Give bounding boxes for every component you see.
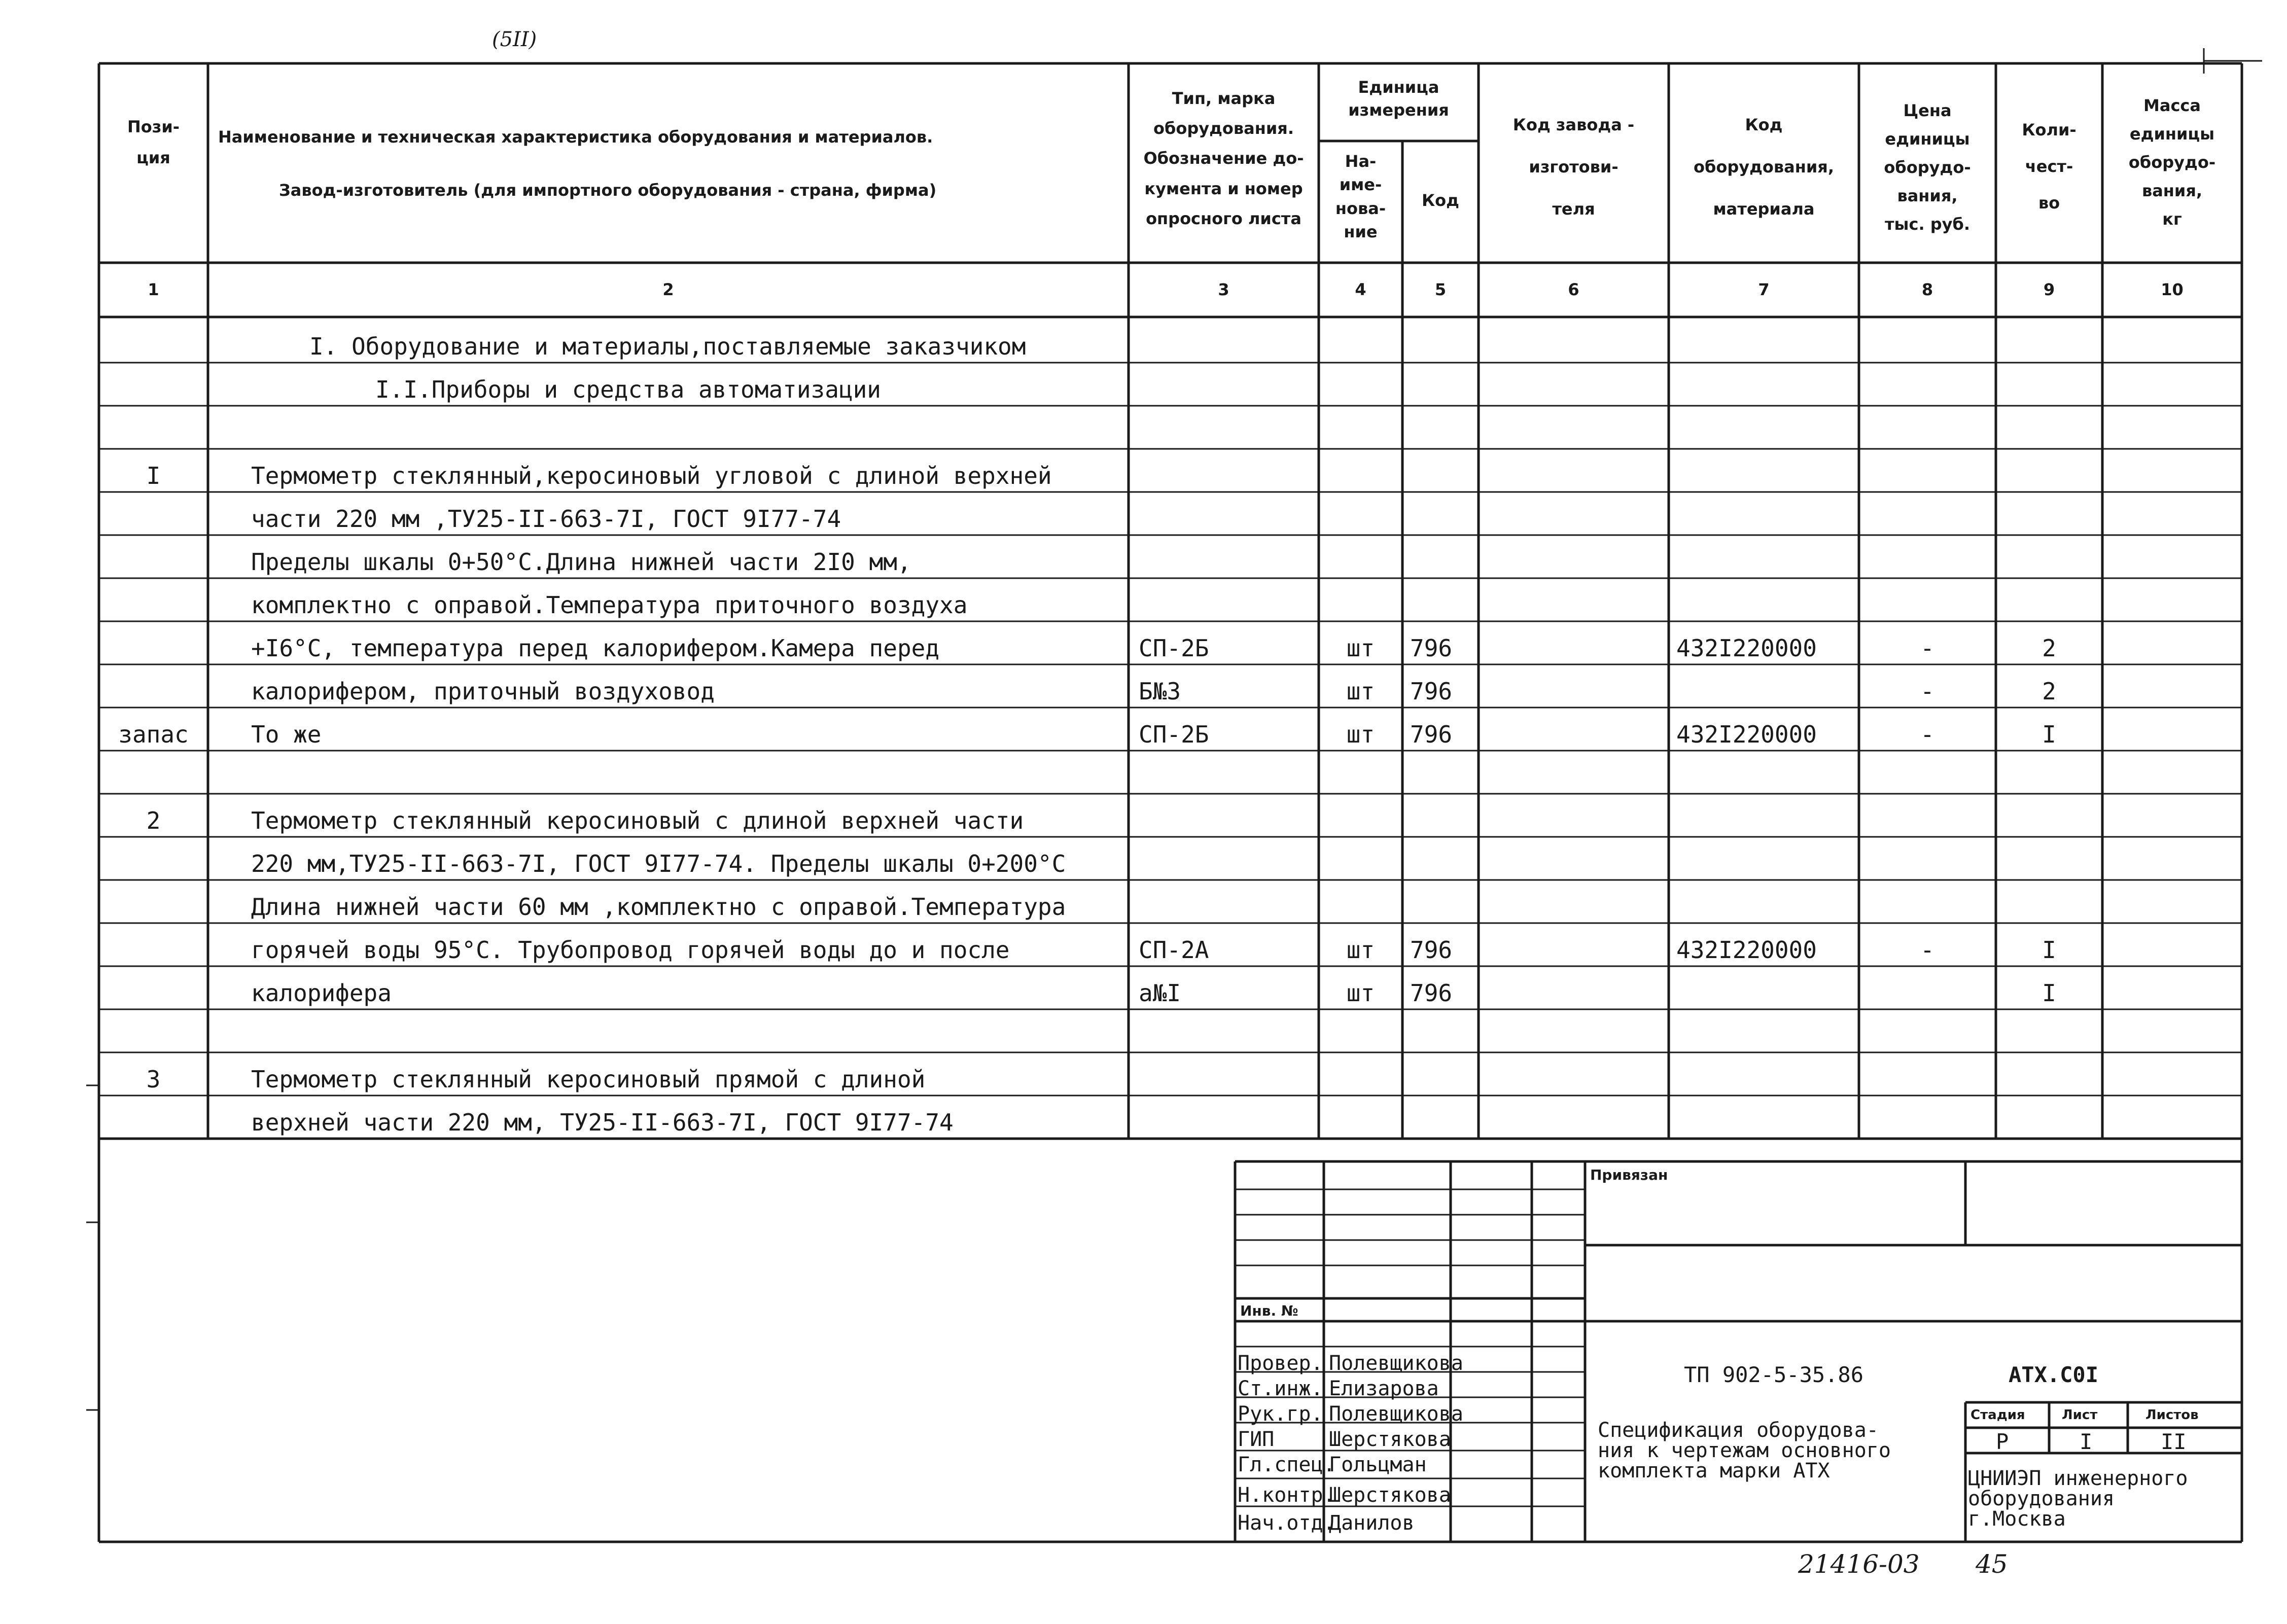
stage-value: Р: [1996, 1429, 2009, 1454]
top-page-number: (5II): [492, 28, 537, 51]
row-position: 2: [146, 807, 161, 834]
sheet-label: Лист: [2062, 1407, 2098, 1423]
row-name: 220 мм,ТУ25-II-663-7I, ГОСТ 9I77-74. Пределы шкалы 0+200°С: [251, 850, 1066, 877]
header-unit-code: Код: [1422, 191, 1459, 210]
row-position: 3: [146, 1066, 161, 1093]
row-position: I: [146, 462, 161, 489]
sheet-value: I: [2080, 1429, 2093, 1454]
row-unit: шт: [1346, 721, 1375, 748]
staff-role: Провер.: [1238, 1352, 1323, 1375]
staff-name: Шерстякова: [1329, 1484, 1451, 1507]
staff-name: Шерстякова: [1329, 1428, 1451, 1451]
bottom-page-number: 45: [1976, 1549, 2008, 1579]
bottom-code: 21416-03: [1798, 1549, 1920, 1579]
header-quantity: Коли- чест- во: [2022, 120, 2077, 213]
staff-name: Полевщикова: [1329, 1402, 1463, 1426]
row-quantity: 2: [2042, 634, 2056, 662]
row-item-code: 432I220000: [1676, 721, 1817, 748]
column-number: 6: [1568, 280, 1579, 299]
column-number: 7: [1758, 280, 1770, 299]
staff-name: Полевщикова: [1329, 1352, 1463, 1375]
header-unit-name: На- име- нова- ние: [1335, 152, 1386, 242]
column-number: 9: [2043, 280, 2055, 299]
row-name: Термометр стеклянный керосиновый с длиной верхней части: [251, 807, 1024, 834]
row-name: Термометр стеклянный,керосиновый угловой с длиной верхней: [251, 462, 1052, 489]
staff-name: Данилов: [1329, 1511, 1415, 1535]
staff-role: Рук.гр.: [1238, 1402, 1323, 1426]
row-unit: шт: [1346, 979, 1375, 1007]
sheets-label: Листов: [2145, 1407, 2199, 1423]
staff-role: Гл.спец.: [1238, 1453, 1335, 1476]
row-unit-code: 796: [1410, 936, 1453, 964]
row-name: калорифера: [251, 979, 392, 1007]
stage-label: Стадия: [1971, 1407, 2025, 1423]
organization: ЦНИИЭП инженерного оборудования г.Москва: [1968, 1467, 2188, 1531]
row-name: То же: [251, 721, 322, 748]
column-number: 2: [662, 280, 674, 299]
row-quantity: 2: [2042, 678, 2056, 705]
row-unit-code: 796: [1410, 634, 1453, 662]
row-unit: шт: [1346, 936, 1375, 964]
row-type: СП-2Б: [1139, 721, 1209, 748]
row-name: горячей воды 95°С. Трубопровод горячей воды до и после: [251, 936, 1010, 964]
column-number: 5: [1434, 280, 1447, 299]
row-name: комплектно с оправой.Температура приточного воздуха: [251, 591, 968, 619]
row-price: -: [1920, 634, 1934, 662]
row-position: запас: [118, 721, 189, 748]
header-position: Пози- ция: [127, 117, 180, 167]
staff-role: Нач.отд.: [1238, 1511, 1335, 1535]
row-quantity: I: [2042, 721, 2056, 748]
sheet-mark: АТХ.С0I: [2009, 1362, 2099, 1387]
inventory-label: Инв. №: [1240, 1302, 1298, 1319]
row-name: калорифером, приточный воздуховод: [251, 678, 715, 705]
row-name: I.I.Приборы и средства автоматизации: [375, 376, 881, 403]
staff-name: Елизарова: [1329, 1377, 1439, 1400]
header-type: Тип, марка оборудования. Обозначение до- кумента и номер опросного листа: [1143, 89, 1304, 228]
document-description: Спецификация оборудова- ния к чертежам основного комплекта марки АТХ: [1598, 1419, 1891, 1482]
header-item-code: Код оборудования, материала: [1694, 115, 1834, 219]
header-unit-group: Единица измерения: [1348, 78, 1449, 120]
header-name-line2: Завод-изготовитель (для импортного оборудования - страна, фирма): [279, 181, 937, 200]
row-name: Термометр стеклянный керосиновый прямой с длиной: [251, 1066, 926, 1093]
row-item-code: 432I220000: [1676, 634, 1817, 662]
row-name: верхней части 220 мм, ТУ25-II-663-7I, ГОСТ 9I77-74: [251, 1109, 954, 1136]
row-quantity: I: [2042, 936, 2056, 964]
header-price: Цена единицы оборудо- вания, тыс. руб.: [1884, 101, 1971, 234]
row-price: -: [1920, 678, 1934, 705]
row-unit: шт: [1346, 634, 1375, 662]
row-item-code: 432I220000: [1676, 936, 1817, 964]
row-unit-code: 796: [1410, 721, 1453, 748]
sheets-value: II: [2161, 1429, 2187, 1454]
header-mass: Масса единицы оборудо- вания, кг: [2128, 96, 2216, 229]
row-name: Длина нижней части 60 мм ,комплектно с оправой.Температура: [251, 893, 1066, 921]
header-factory-code: Код завода - изготови- теля: [1512, 115, 1635, 219]
row-quantity: I: [2042, 979, 2056, 1007]
column-number: 8: [1921, 280, 1933, 299]
staff-name: Гольцман: [1329, 1453, 1427, 1476]
row-unit-code: 796: [1410, 979, 1453, 1007]
row-name: +I6°С, температура перед калорифером.Камера перед: [251, 634, 940, 662]
row-name: I. Оборудование и материалы,поставляемые заказчиком: [309, 333, 1026, 360]
tied-label: Привязан: [1590, 1167, 1668, 1183]
row-unit: шт: [1346, 678, 1375, 705]
row-type: СП-2Б: [1139, 634, 1209, 662]
row-price: -: [1920, 936, 1934, 964]
column-number: 10: [2161, 280, 2184, 299]
row-name: Пределы шкалы 0+50°С.Длина нижней части 2I0 мм,: [251, 548, 911, 576]
row-type: а№I: [1139, 979, 1181, 1007]
document-code: ТП 902-5-35.86: [1684, 1362, 1864, 1387]
staff-role: ГИП: [1238, 1428, 1275, 1451]
row-price: -: [1920, 721, 1934, 748]
row-unit-code: 796: [1410, 678, 1453, 705]
row-type: СП-2А: [1139, 936, 1209, 964]
column-number: 3: [1218, 280, 1229, 299]
column-number: 4: [1355, 280, 1366, 299]
staff-role: Ст.инж.: [1238, 1377, 1323, 1400]
row-name: части 220 мм ,ТУ25-II-663-7I, ГОСТ 9I77-74: [251, 505, 841, 533]
column-number: 1: [148, 280, 159, 299]
staff-role: Н.контр.: [1238, 1484, 1335, 1507]
header-name-line1: Наименование и техническая характеристика оборудования и материалов.: [218, 127, 933, 147]
row-type: Б№3: [1139, 678, 1181, 705]
